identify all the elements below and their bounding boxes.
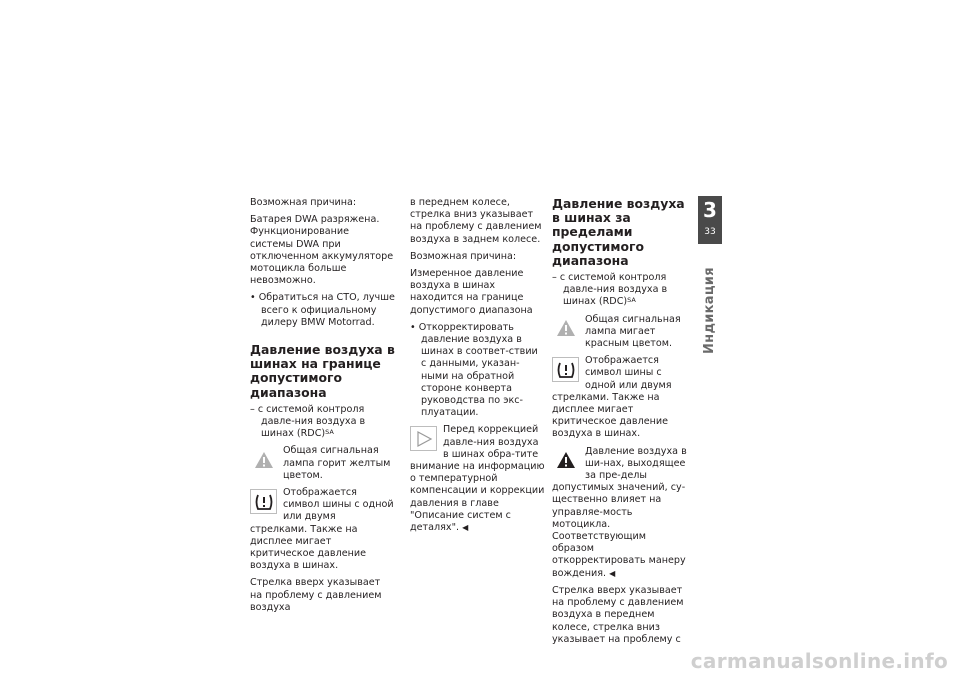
column-3 bbox=[552, 197, 688, 651]
section-heading: Давление воздуха в шинах на границе допустимого диапазона bbox=[250, 342, 395, 400]
continued-text: в переднем колесе, стрелка вниз указывает на проблему с давлением воздуха в заднем колесе. bbox=[410, 197, 542, 245]
dash-item: – с системой контроля давле-ния воздуха в шинах (RDC)$^{SA}$ bbox=[552, 272, 668, 308]
note-paragraph bbox=[410, 424, 546, 534]
bullet-item: • Обратиться на СТО, лучше всего к официальному дилеру BMW Motorrad. bbox=[250, 292, 395, 328]
column-1 bbox=[250, 197, 395, 619]
dash-item: – с системой контроля давле-ния воздуха в шинах (RDC)$^{SA}$ bbox=[250, 403, 366, 440]
note-text: Перед коррекцией давле-ния воздуха в шинах обра-тите внимание на информацию о температурной компенсации и коррекции давления в главе "Описание систем с деталях". bbox=[410, 424, 545, 534]
note-triangle-icon bbox=[410, 426, 437, 451]
section-side-label: Индикация bbox=[702, 267, 717, 354]
page-number: 33 bbox=[704, 227, 716, 237]
warning-triangle-icon bbox=[552, 316, 579, 341]
section-heading: Давление воздуха в шинах за пределами допустимого диапазона bbox=[552, 196, 685, 268]
tire-text: Отображается символ шины с одной или двумя стрелками. Также на дисплее мигает критическое давление воздуха в шинах. bbox=[552, 355, 672, 440]
bullet-text: Откорректировать давление воздуха в шинах в соответ-ствии с данными, указан-ными на обратной стороне конверта руководства по экс-плуатации. bbox=[418, 321, 538, 419]
danger-paragraph bbox=[552, 446, 688, 580]
warning-triangle-icon bbox=[250, 447, 277, 472]
tire-paragraph bbox=[552, 355, 688, 440]
dash-text: с системой контроля давле-ния воздуха в шинах (RDC) bbox=[559, 272, 668, 308]
column-2 bbox=[410, 197, 546, 539]
cause-label: Возможная причина: bbox=[250, 197, 357, 208]
arrow-text: Стрелка вверх указывает на проблему с давлением воздуха bbox=[250, 577, 382, 613]
bullet-text: Обратиться на СТО, лучше всего к официальному дилеру BMW Motorrad. bbox=[258, 292, 395, 328]
tire-text: Отображается символ шины с одной или двумя стрелками. Также на дисплее мигает критическое давление воздуха в шинах. bbox=[250, 487, 394, 572]
watermark: carmanualsonline.info bbox=[690, 649, 948, 673]
warning-paragraph bbox=[552, 314, 688, 351]
superscript: SA bbox=[325, 428, 334, 437]
tire-pressure-icon bbox=[250, 489, 277, 514]
warning-text: Общая сигнальная лампа мигает красным цветом. bbox=[585, 313, 681, 350]
bullet-item: • Откорректировать давление воздуха в шинах в соответ-ствии с данными, указан-ными на обратной стороне конверта руководства по экс-плуатации. bbox=[410, 321, 538, 419]
danger-text: Давление воздуха в ши-нах, выходящее за пре-делы допустимых значений, су-щественно влияет на управляе-мость мотоцикла. Соответствующим образом откорректировать манеру вождения. bbox=[552, 445, 687, 579]
cause-text: Измеренное давление воздуха в шинах находится на границе допустимого диапазона bbox=[410, 268, 533, 316]
chapter-tab bbox=[698, 196, 722, 244]
chapter-number: 3 bbox=[703, 198, 717, 222]
dash-text: с системой контроля давле-ния воздуха в шинах (RDC) bbox=[257, 403, 366, 440]
warning-paragraph bbox=[250, 445, 395, 482]
warning-text: Общая сигнальная лампа горит желтым цветом. bbox=[283, 445, 391, 481]
end-of-section-icon: ◀ bbox=[609, 568, 616, 578]
tire-pressure-icon bbox=[552, 357, 579, 382]
danger-triangle-icon bbox=[552, 448, 579, 473]
end-of-section-icon: ◀ bbox=[462, 523, 469, 533]
cause-label: Возможная причина: bbox=[410, 250, 517, 262]
superscript: SA bbox=[627, 296, 636, 305]
arrow-text: Стрелка вверх указывает на проблему с давлением воздуха в переднем колесе, стрелка вниз указывает на проблему с bbox=[552, 584, 684, 645]
tire-paragraph bbox=[250, 487, 395, 572]
cause-text: Батарея DWA разряжена. Функционирование системы DWA при отключенном аккумуляторе мотоцикла больше невозможно. bbox=[250, 214, 394, 287]
